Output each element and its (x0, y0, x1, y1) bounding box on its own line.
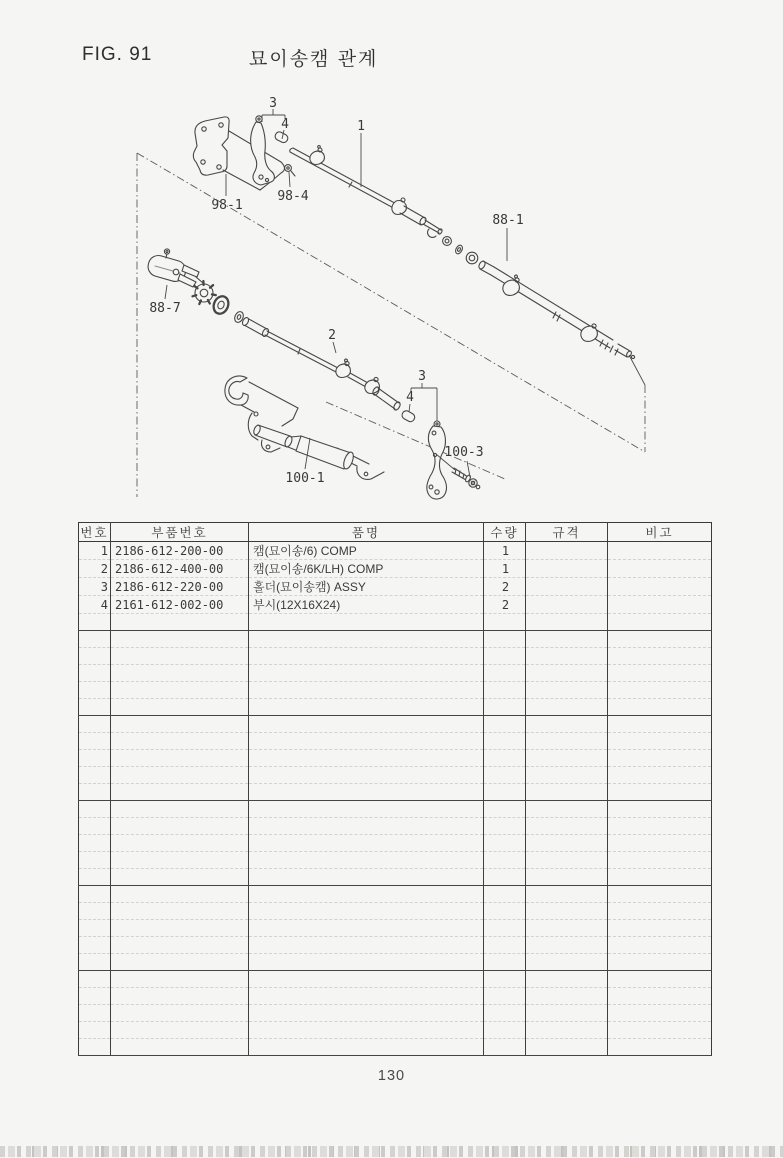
cell (249, 1022, 484, 1039)
cell: 캠(묘이송/6) COMP (249, 542, 484, 560)
cell (526, 818, 608, 835)
cell (484, 835, 526, 852)
cell (79, 648, 111, 665)
cell: 2161-612-002-00 (111, 596, 249, 614)
cell (111, 937, 249, 954)
parts-diagram (0, 0, 783, 515)
cell (111, 631, 249, 648)
cell (249, 631, 484, 648)
cell (484, 648, 526, 665)
cell (249, 852, 484, 869)
table-row-empty (79, 1022, 712, 1039)
cell (608, 852, 712, 869)
cell: 부시(12X16X24) (249, 596, 484, 614)
cell (249, 784, 484, 801)
cell (111, 818, 249, 835)
cell (79, 920, 111, 937)
table-row-empty (79, 1005, 712, 1022)
table-row-empty (79, 988, 712, 1005)
cell (111, 784, 249, 801)
cell (111, 886, 249, 903)
cell (249, 801, 484, 818)
parts-table-body (79, 542, 712, 1056)
cell (484, 699, 526, 716)
callout-4-bottom: 4 (406, 390, 414, 405)
yoke-88-7 (146, 249, 203, 287)
cell: 2186-612-220-00 (111, 578, 249, 596)
cell (111, 988, 249, 1005)
cell (249, 682, 484, 699)
cell (484, 818, 526, 835)
cell (249, 988, 484, 1005)
cell (526, 542, 608, 560)
callout-100-1: 100-1 (285, 471, 325, 486)
cell (249, 1005, 484, 1022)
table-row-empty (79, 767, 712, 784)
cell (526, 903, 608, 920)
parts-table (78, 522, 712, 1056)
cell (79, 665, 111, 682)
table-row-empty (79, 852, 712, 869)
header-part-number: 부품번호 (111, 523, 249, 542)
washer-stack (428, 229, 478, 264)
cell (608, 682, 712, 699)
header-spec: 규격 (526, 523, 608, 542)
cell (526, 699, 608, 716)
table-row-empty (79, 903, 712, 920)
cell (608, 716, 712, 733)
table-row-empty (79, 971, 712, 988)
cell (484, 784, 526, 801)
cell: 2186-612-400-00 (111, 560, 249, 578)
cell (79, 835, 111, 852)
table-row-empty (79, 920, 712, 937)
callout-88-7: 88-7 (149, 301, 181, 316)
cell: 1 (79, 542, 111, 560)
cell (608, 954, 712, 971)
cell (608, 920, 712, 937)
cell (111, 733, 249, 750)
table-row-empty (79, 665, 712, 682)
cell (526, 784, 608, 801)
cell (249, 869, 484, 886)
table-row-empty (79, 733, 712, 750)
cell (484, 886, 526, 903)
cell (111, 767, 249, 784)
cell: 1 (484, 542, 526, 560)
cell (79, 903, 111, 920)
table-row-empty (79, 631, 712, 648)
cell (526, 1039, 608, 1056)
cell (79, 937, 111, 954)
cell (79, 886, 111, 903)
cell (526, 767, 608, 784)
cell (111, 699, 249, 716)
cam-shaft-88-1 (478, 260, 635, 359)
page-title: 묘이송캠 관계 (249, 49, 379, 70)
cell (608, 784, 712, 801)
table-row-empty (79, 699, 712, 716)
cell (526, 733, 608, 750)
header-no: 번호 (79, 523, 111, 542)
cell (249, 648, 484, 665)
cell (484, 767, 526, 784)
callout-3-top: 3 (269, 96, 277, 111)
cell (608, 578, 712, 596)
cell (484, 1039, 526, 1056)
fig-label: FIG. 91 (82, 44, 153, 65)
bearing-ring (211, 294, 231, 316)
cell (608, 937, 712, 954)
cell (484, 971, 526, 988)
cell (79, 1039, 111, 1056)
table-row (79, 596, 712, 614)
frame-bracket-bottom (225, 376, 384, 479)
cell (526, 682, 608, 699)
cell (484, 1005, 526, 1022)
cell (608, 1022, 712, 1039)
table-row-empty (79, 784, 712, 801)
cell (526, 801, 608, 818)
cell (79, 699, 111, 716)
cell (111, 716, 249, 733)
cell (484, 920, 526, 937)
cell (608, 750, 712, 767)
cell (526, 988, 608, 1005)
cell (79, 1022, 111, 1039)
cell (111, 1022, 249, 1039)
cell (608, 596, 712, 614)
table-row (79, 560, 712, 578)
cell (249, 954, 484, 971)
cell (79, 869, 111, 886)
cell (608, 869, 712, 886)
cell: 3 (79, 578, 111, 596)
cell (111, 750, 249, 767)
cell (249, 971, 484, 988)
cell (526, 852, 608, 869)
cell (484, 733, 526, 750)
cell (111, 903, 249, 920)
cell (608, 614, 712, 631)
cell (484, 665, 526, 682)
cell (484, 1022, 526, 1039)
cell (111, 920, 249, 937)
cell (79, 614, 111, 631)
table-row (79, 542, 712, 560)
table-row-empty (79, 682, 712, 699)
cell (79, 750, 111, 767)
callout-1: 1 (357, 119, 365, 134)
cell (249, 716, 484, 733)
cell (484, 682, 526, 699)
cell (526, 886, 608, 903)
callout-3-bottom: 3 (418, 369, 426, 384)
cell: 2186-612-200-00 (111, 542, 249, 560)
bushing-bottom (401, 409, 416, 423)
cell (79, 784, 111, 801)
cell (111, 1005, 249, 1022)
cell (526, 971, 608, 988)
cell (111, 954, 249, 971)
cell (608, 801, 712, 818)
table-row-empty (79, 869, 712, 886)
cell (608, 631, 712, 648)
cell (608, 560, 712, 578)
screw-100-3 (452, 468, 480, 489)
cell (111, 648, 249, 665)
cell (484, 750, 526, 767)
cell: 캠(묘이송/6K/LH) COMP (249, 560, 484, 578)
cell (79, 1005, 111, 1022)
cell (249, 767, 484, 784)
callout-4-top: 4 (281, 117, 289, 132)
cell (484, 869, 526, 886)
cell (249, 886, 484, 903)
cell (79, 733, 111, 750)
cell (484, 631, 526, 648)
cell (526, 614, 608, 631)
cell: 2 (484, 578, 526, 596)
table-row-empty (79, 954, 712, 971)
cam-shaft-1 (290, 146, 443, 235)
cell (249, 614, 484, 631)
cell (526, 1005, 608, 1022)
cell (484, 614, 526, 631)
cell: 2 (484, 596, 526, 614)
callout-100-3: 100-3 (444, 445, 484, 460)
cell (111, 614, 249, 631)
cell (111, 682, 249, 699)
table-row-empty (79, 937, 712, 954)
callout-98-4: 98-4 (277, 189, 309, 204)
cell (526, 578, 608, 596)
cell (484, 988, 526, 1005)
scan-noise-strip (0, 1146, 783, 1157)
cell (111, 835, 249, 852)
cell (249, 937, 484, 954)
cell (526, 648, 608, 665)
feed-shaft-100-1 (253, 424, 356, 470)
cell (608, 1005, 712, 1022)
cell (526, 560, 608, 578)
cell (608, 988, 712, 1005)
cell (79, 971, 111, 988)
cell (608, 767, 712, 784)
gear (193, 281, 216, 304)
cell (249, 733, 484, 750)
cell (608, 1039, 712, 1056)
cell (79, 818, 111, 835)
cell (79, 682, 111, 699)
cell (484, 801, 526, 818)
cell (608, 733, 712, 750)
cell (484, 954, 526, 971)
cell (484, 852, 526, 869)
cell (249, 750, 484, 767)
cell (608, 665, 712, 682)
cell (526, 716, 608, 733)
cell (526, 665, 608, 682)
cell (484, 937, 526, 954)
cell: 2 (79, 560, 111, 578)
cell (608, 903, 712, 920)
cell (526, 869, 608, 886)
cell: 1 (484, 560, 526, 578)
table-row-empty (79, 750, 712, 767)
table-row-empty (79, 716, 712, 733)
callout-2: 2 (328, 328, 336, 343)
cell (608, 818, 712, 835)
cell (111, 1039, 249, 1056)
table-row-empty (79, 801, 712, 818)
cell (526, 631, 608, 648)
table-row-empty (79, 818, 712, 835)
cell (249, 665, 484, 682)
callout-88-1: 88-1 (492, 213, 524, 228)
cell (79, 852, 111, 869)
cell (608, 542, 712, 560)
cell (526, 920, 608, 937)
header-part-name: 품명 (249, 523, 484, 542)
page-number: 130 (377, 1068, 406, 1084)
table-row (79, 578, 712, 596)
cell (608, 886, 712, 903)
cell (79, 988, 111, 1005)
callout-98-1: 98-1 (211, 198, 243, 213)
cell (79, 631, 111, 648)
cell (526, 835, 608, 852)
cell (526, 954, 608, 971)
cell (111, 971, 249, 988)
cell (608, 971, 712, 988)
cell (249, 903, 484, 920)
cell (111, 665, 249, 682)
cell (526, 1022, 608, 1039)
cell (249, 699, 484, 716)
cell (249, 920, 484, 937)
table-row-empty (79, 1039, 712, 1056)
cell (526, 596, 608, 614)
cell (249, 835, 484, 852)
cell (608, 648, 712, 665)
cell (526, 750, 608, 767)
cell (79, 801, 111, 818)
cam-shaft-2 (241, 317, 401, 412)
table-row-empty (79, 886, 712, 903)
header-note: 비고 (608, 523, 712, 542)
cell (608, 835, 712, 852)
table-row-empty (79, 648, 712, 665)
screw-98-4 (285, 165, 295, 176)
cell (608, 699, 712, 716)
cell (484, 903, 526, 920)
bushing-top (274, 131, 289, 144)
cell (249, 818, 484, 835)
cell (526, 937, 608, 954)
cell (111, 801, 249, 818)
cell (111, 852, 249, 869)
table-header-row (79, 523, 712, 542)
holder-arm-top (251, 116, 275, 185)
table-row-empty (79, 614, 712, 631)
cell (79, 954, 111, 971)
header-qty: 수량 (484, 523, 526, 542)
table-row-empty (79, 835, 712, 852)
cell (111, 869, 249, 886)
cell (249, 1039, 484, 1056)
cell (79, 716, 111, 733)
cell (484, 716, 526, 733)
cell: 홀더(묘이송캠) ASSY (249, 578, 484, 596)
cell (79, 767, 111, 784)
cell: 4 (79, 596, 111, 614)
